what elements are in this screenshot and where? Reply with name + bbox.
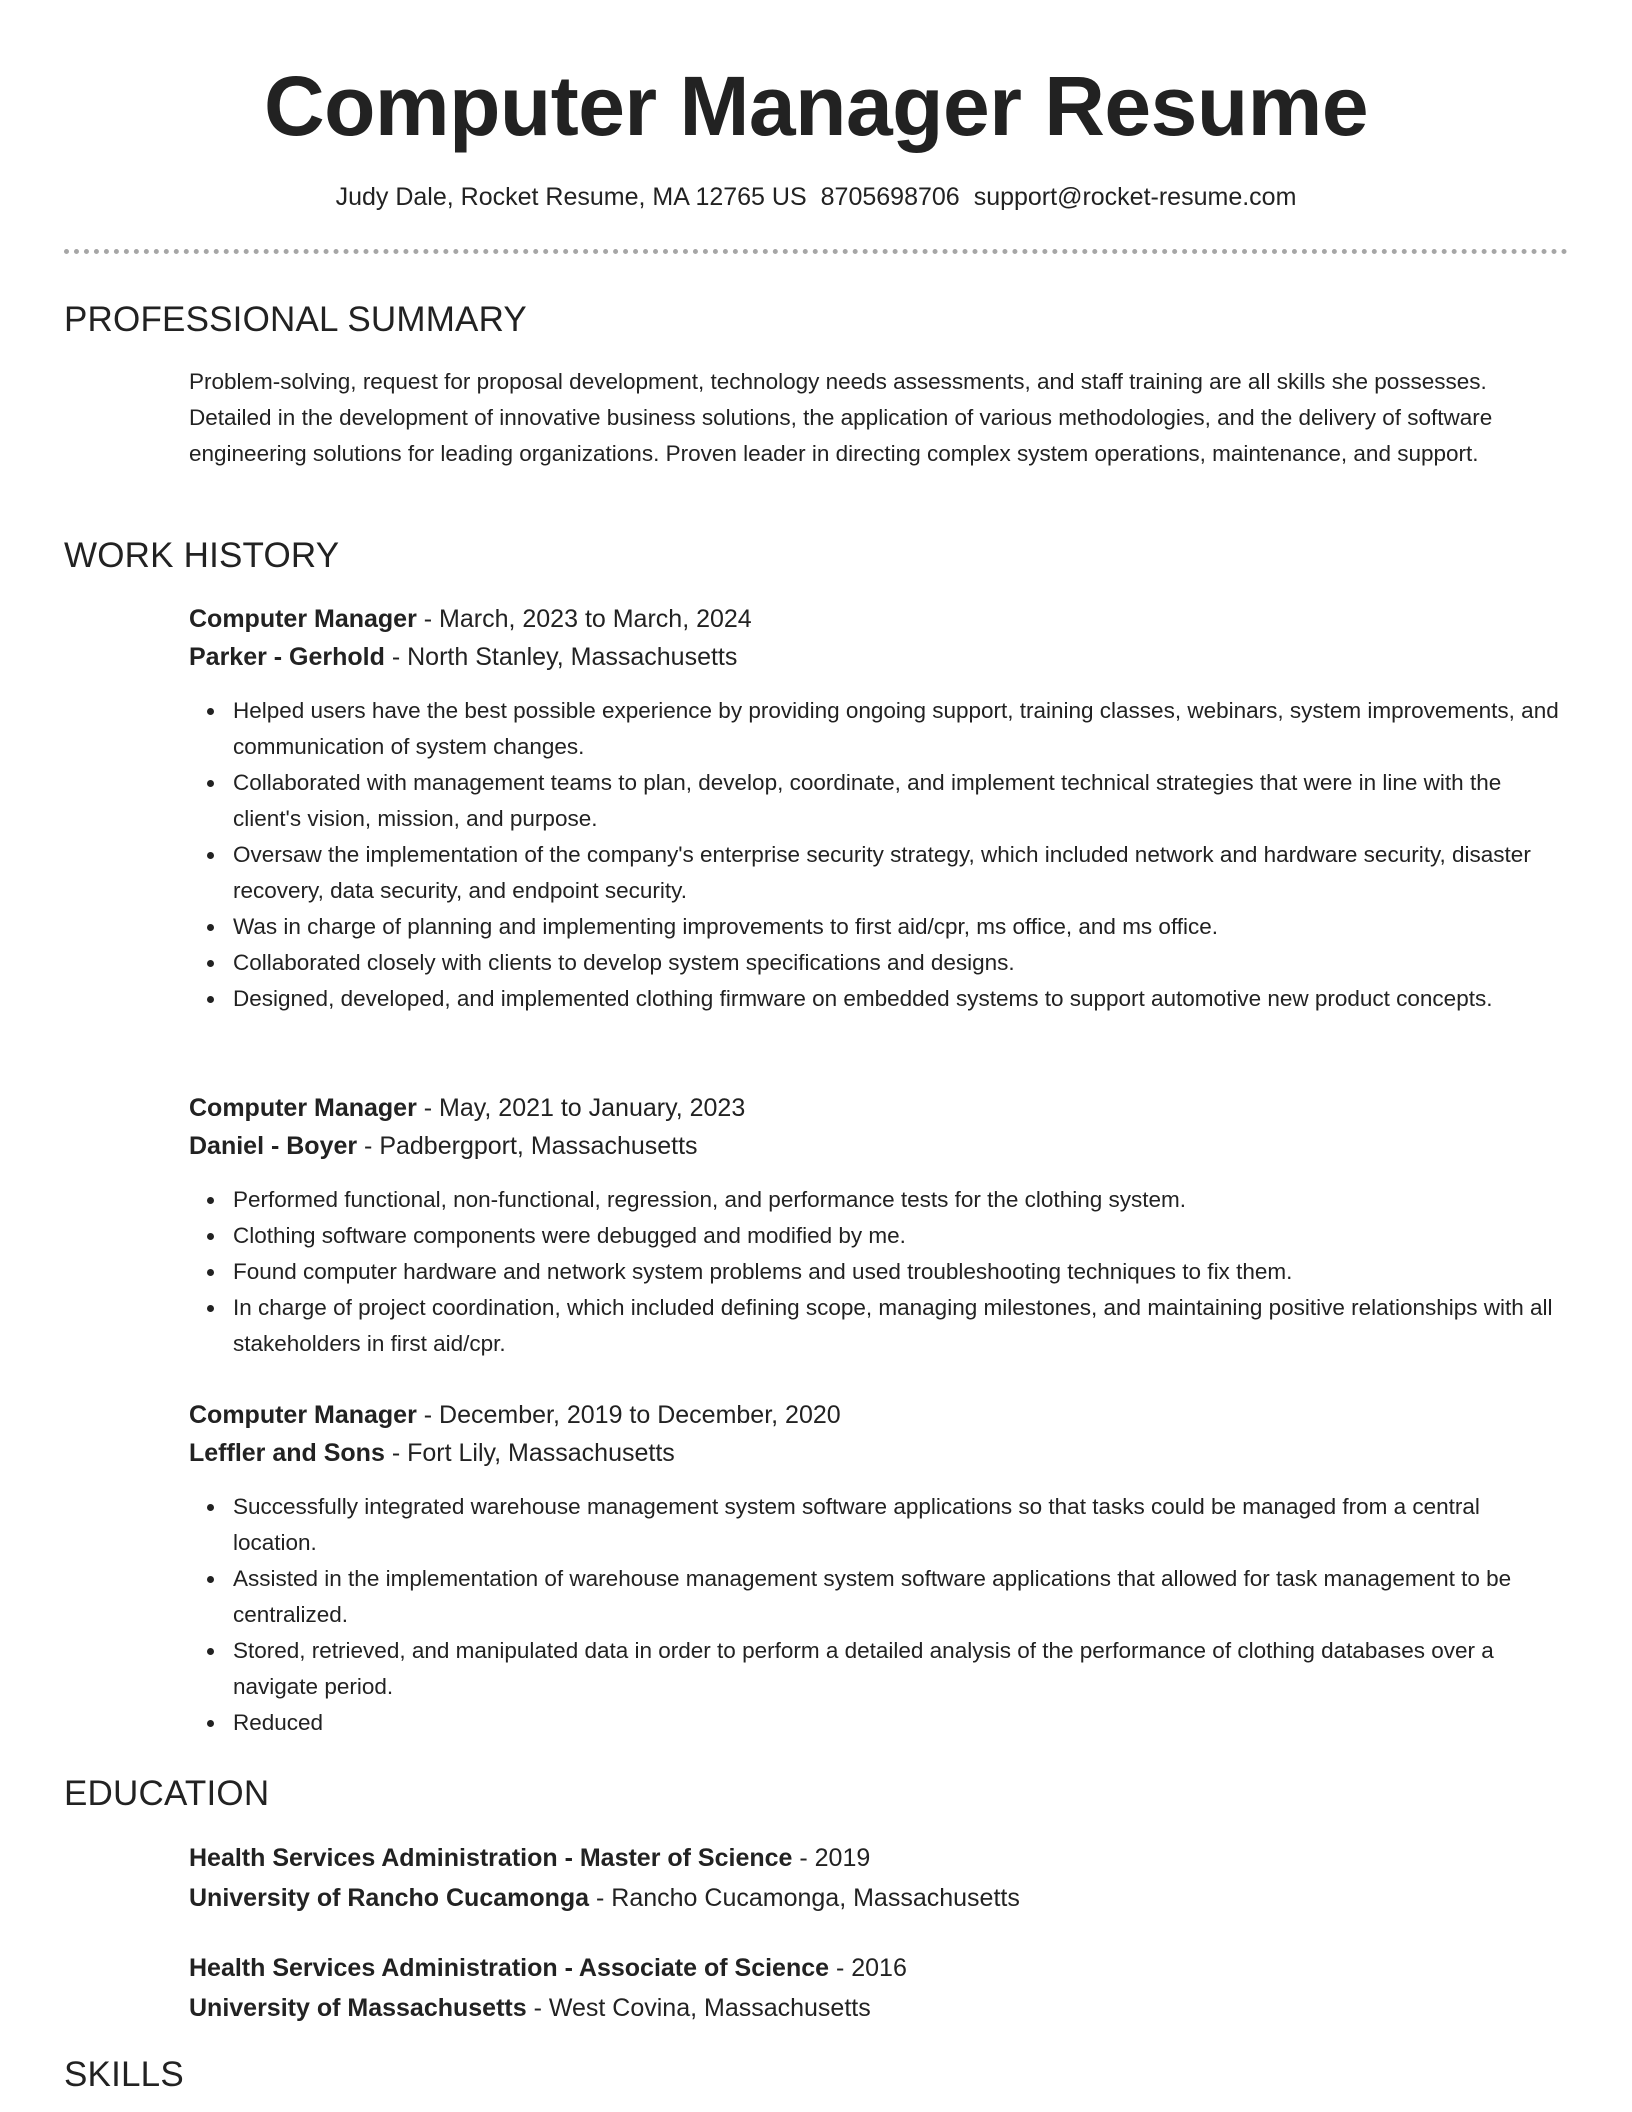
- education-school: University of Rancho Cucamonga: [189, 1884, 590, 1912]
- contact-address: Judy Dale, Rocket Resume, MA 12765 US: [335, 183, 807, 211]
- job-title-line: [189, 1089, 1559, 1127]
- job-title-line: [189, 600, 1559, 638]
- list-item: Oversaw the implementation of the company's enterprise security strategy, which included network and hardware security, disaster recovery, data security, and endpoint security.: [233, 837, 1563, 909]
- list-item: Performed functional, non-functional, regression, and performance tests for the clothing system.: [233, 1182, 1563, 1218]
- list-item: Collaborated closely with clients to develop system specifications and designs.: [233, 945, 1563, 981]
- summary-heading: PROFESSIONAL SUMMARY: [64, 300, 527, 339]
- job-company-line: [189, 638, 1559, 676]
- job-title-line: [189, 1396, 1559, 1434]
- job-dates: - March, 2023 to March, 2024: [416, 605, 752, 633]
- list-item: In charge of project coordination, which included defining scope, managing milestones, and maintaining positive relationships with all stakeholders in first aid/cpr.: [233, 1290, 1563, 1362]
- education-year: - 2016: [829, 1954, 907, 1982]
- education-school: University of Massachusetts: [189, 1994, 527, 2022]
- header-divider: [64, 249, 1568, 254]
- job-bullets: [233, 1489, 1563, 1741]
- contact-phone: 8705698706: [820, 183, 960, 211]
- list-item: Clothing software components were debugged and modified by me.: [233, 1218, 1563, 1254]
- job-location: - Padbergport, Massachusetts: [357, 1132, 698, 1160]
- education-school-line: [189, 1989, 1559, 2027]
- education-degree: Health Services Administration - Master of Science: [189, 1844, 793, 1872]
- list-item: Stored, retrieved, and manipulated data in order to perform a detailed analysis of the performance of clothing databases over a navigate period.: [233, 1633, 1563, 1705]
- job-dates: - May, 2021 to January, 2023: [416, 1094, 746, 1122]
- job-title: Computer Manager: [189, 605, 417, 633]
- job-bullets: [233, 1182, 1563, 1362]
- list-item: Reduced: [233, 1705, 1563, 1741]
- list-item: Collaborated with management teams to plan, develop, coordinate, and implement technical strategies that were in line with the client's vision, mission, and purpose.: [233, 765, 1563, 837]
- summary-text: Problem-solving, request for proposal development, technology needs assessments, and staff training are all skills she possesses. Detailed in the development of innovative business solutions, the application of various methodologies, and the delivery of software engineering solutions for leading organizations. Proven leader in directing complex system operations, maintenance, and support.: [189, 369, 1493, 466]
- job-location: - North Stanley, Massachusetts: [384, 643, 738, 671]
- job-bullets: [233, 693, 1563, 1017]
- resume-title: Computer Manager Resume: [263, 59, 1369, 153]
- education-location: - Rancho Cucamonga, Massachusetts: [589, 1884, 1020, 1912]
- list-item: Designed, developed, and implemented clothing firmware on embedded systems to support automotive new product concepts.: [233, 981, 1563, 1017]
- education-heading: EDUCATION: [64, 1774, 270, 1813]
- list-item: Was in charge of planning and implementing improvements to first aid/cpr, ms office, and ms office.: [233, 909, 1563, 945]
- work-history-heading: WORK HISTORY: [64, 536, 340, 575]
- job-company-line: [189, 1434, 1559, 1472]
- job-title: Computer Manager: [189, 1094, 417, 1122]
- education-degree-line: [189, 1839, 1559, 1877]
- contact-line: [0, 180, 1632, 214]
- job-company: Daniel - Boyer: [189, 1132, 358, 1160]
- contact-email: support@rocket-resume.com: [973, 183, 1297, 211]
- education-degree: Health Services Administration - Associate of Science: [189, 1954, 830, 1982]
- job-company-line: [189, 1127, 1559, 1165]
- skills-heading: SKILLS: [64, 2055, 184, 2094]
- job-company: Parker - Gerhold: [189, 643, 385, 671]
- list-item: Found computer hardware and network system problems and used troubleshooting techniques to fix them.: [233, 1254, 1563, 1290]
- education-degree-line: [189, 1949, 1559, 1987]
- job-company: Leffler and Sons: [189, 1439, 385, 1467]
- education-school-line: [189, 1879, 1559, 1917]
- list-item: Helped users have the best possible experience by providing ongoing support, training classes, webinars, system improvements, and communication of system changes.: [233, 693, 1563, 765]
- education-year: - 2019: [792, 1844, 871, 1872]
- education-location: - West Covina, Massachusetts: [526, 1994, 871, 2022]
- job-dates: - December, 2019 to December, 2020: [416, 1401, 841, 1429]
- job-title: Computer Manager: [189, 1401, 417, 1429]
- job-location: - Fort Lily, Massachusetts: [384, 1439, 675, 1467]
- list-item: Successfully integrated warehouse management system software applications so that tasks could be managed from a central location.: [233, 1489, 1563, 1561]
- list-item: Assisted in the implementation of warehouse management system software applications that allowed for task management to be centralized.: [233, 1561, 1563, 1633]
